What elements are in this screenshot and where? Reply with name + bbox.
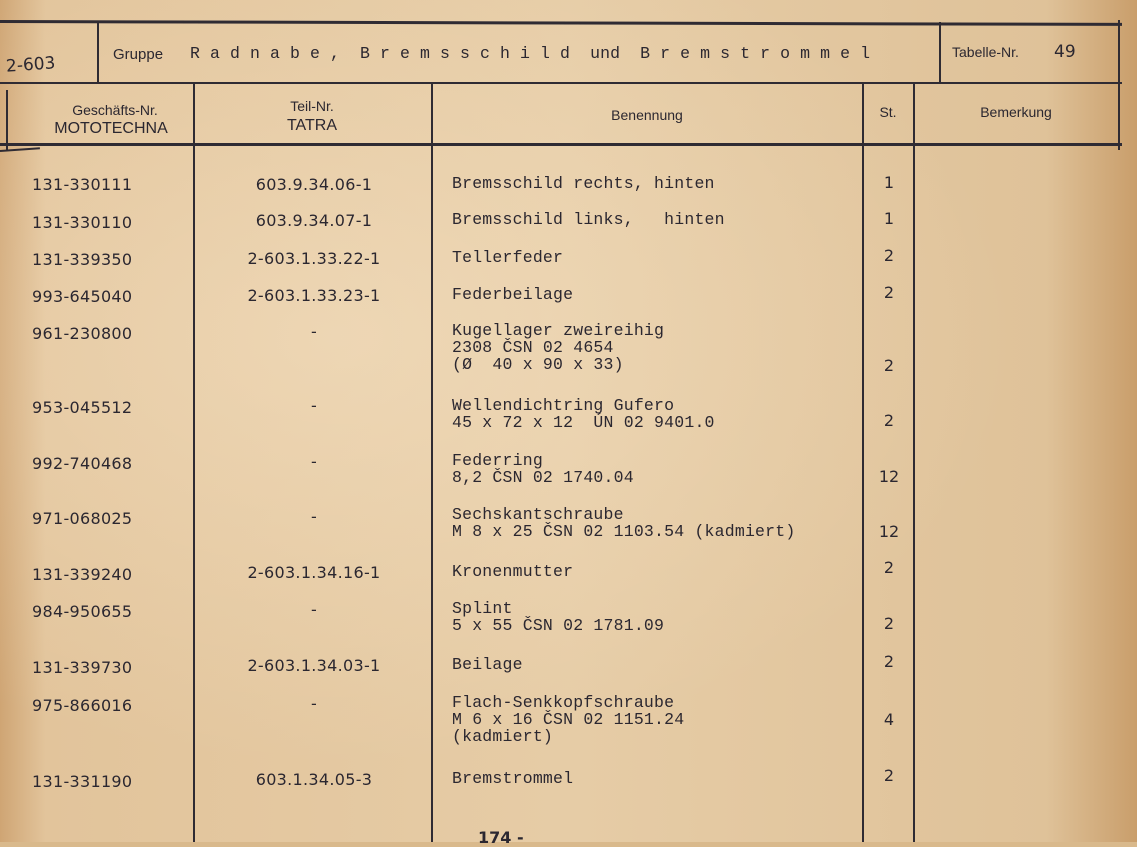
row-stueck: 2 [883, 283, 895, 302]
row-geschaefts-nr: 131-339350 [32, 250, 133, 269]
column-header-divider [0, 143, 1122, 146]
row-geschaefts-nr: 992-740468 [32, 454, 133, 473]
col-bemerkung: Bemerkung [980, 104, 1052, 120]
row-stueck: 2 [883, 411, 895, 430]
row-stueck: 4 [883, 710, 895, 729]
vline-right-border [1118, 20, 1120, 150]
row-stueck: 2 [883, 614, 895, 633]
row-teil-nr: - [310, 322, 318, 341]
row-teil-nr: 2-603.1.34.16-1 [247, 563, 381, 582]
row-benennung: Kugellager zweireihig 2308 ČSN 02 4654 (Ø 40 x 90 x 33) [452, 321, 665, 374]
row-teil-nr: 2-603.1.33.22-1 [247, 249, 381, 268]
row-benennung: Bremsschild rechts, hinten [452, 174, 715, 193]
row-teil-nr: - [310, 507, 318, 526]
col-geschaefts-line1: Geschäfts-Nr. [72, 102, 158, 118]
vline-col-1 [193, 83, 195, 842]
col-teil-line1: Teil-Nr. [290, 98, 334, 114]
row-benennung: Wellendichtring Gufero 45 x 72 x 12 ÚN 02 9401.0 [452, 396, 715, 432]
row-stueck: 1 [883, 209, 895, 228]
row-geschaefts-nr: 993-645040 [32, 287, 133, 306]
gruppe-label: Gruppe [113, 46, 164, 63]
row-stueck: 2 [883, 652, 895, 671]
row-benennung: Bremsschild links, hinten [452, 210, 725, 229]
row-geschaefts-nr: 131-330111 [32, 175, 133, 194]
row-benennung: Bremstrommel [452, 769, 574, 788]
page-number: 174 - [478, 828, 524, 847]
row-teil-nr: - [310, 694, 318, 713]
col-benennung: Benennung [611, 107, 683, 123]
row-geschaefts-nr: 131-339240 [32, 565, 133, 584]
row-geschaefts-nr: 131-331190 [32, 772, 133, 791]
row-geschaefts-nr: 971-068025 [32, 509, 133, 528]
gruppe-title: R a d n a b e , B r e m s s c h i l d und B r e m s t r o m m e l [190, 44, 871, 63]
col-teil-line2: TATRA [286, 117, 338, 134]
row-geschaefts-nr: 131-339730 [32, 658, 133, 677]
row-stueck: 12 [878, 522, 900, 541]
row-benennung: Tellerfeder [452, 248, 564, 267]
row-stueck: 1 [883, 173, 895, 192]
row-teil-nr: - [310, 600, 318, 619]
tabelle-number: 49 [1054, 42, 1076, 62]
row-stueck: 2 [883, 246, 895, 265]
row-stueck: 2 [883, 766, 895, 785]
row-benennung: Kronenmutter [452, 562, 574, 581]
row-benennung: Splint 5 x 55 ČSN 02 1781.09 [452, 599, 665, 635]
row-stueck: 2 [883, 356, 895, 375]
header-divider [0, 82, 1122, 84]
row-teil-nr: 603.9.34.07-1 [255, 211, 373, 230]
row-benennung: Beilage [452, 655, 523, 674]
row-geschaefts-nr: 953-045512 [32, 398, 133, 417]
row-benennung: Federbeilage [452, 285, 574, 304]
row-teil-nr: 603.9.34.06-1 [255, 175, 373, 194]
row-geschaefts-nr: 975-866016 [32, 696, 133, 715]
row-teil-nr: - [310, 396, 318, 415]
row-benennung: Sechskantschraube M 8 x 25 ČSN 02 1103.54 (kadmiert) [452, 505, 796, 541]
col-geschaefts-line2: MOTOTECHNA [54, 120, 168, 137]
row-teil-nr: 2-603.1.34.03-1 [247, 656, 381, 675]
tabelle-label: Tabelle-Nr. [952, 44, 1019, 60]
row-benennung: Flach-Senkkopfschraube M 6 x 16 ČSN 02 1151.24 (kadmiert) [452, 693, 685, 746]
row-stueck: 2 [883, 558, 895, 577]
group-code: 2-603 [5, 53, 57, 77]
row-teil-nr: 603.1.34.05-3 [255, 770, 373, 789]
row-teil-nr: 2-603.1.33.23-1 [247, 286, 381, 305]
row-geschaefts-nr: 984-950655 [32, 602, 133, 621]
vline-code [97, 22, 99, 83]
top-border [0, 20, 1122, 26]
vline-tabelle [939, 22, 941, 83]
row-geschaefts-nr: 961-230800 [32, 324, 133, 343]
row-geschaefts-nr: 131-330110 [32, 213, 133, 232]
vline-left-margin [6, 90, 8, 150]
row-stueck: 12 [878, 467, 900, 486]
row-benennung: Federring 8,2 ČSN 02 1740.04 [452, 451, 634, 487]
col-st: St. [879, 104, 897, 120]
row-teil-nr: - [310, 452, 318, 471]
